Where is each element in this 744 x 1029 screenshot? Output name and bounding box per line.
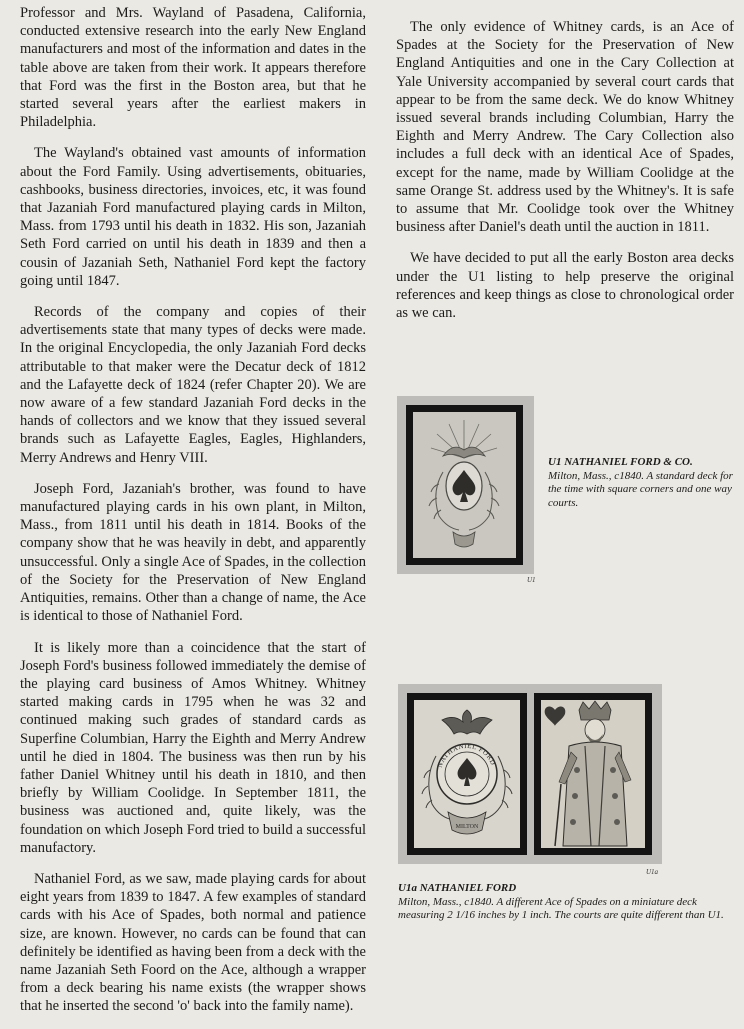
figure-u1-plate	[397, 396, 534, 574]
paragraph: Nathaniel Ford, as we saw, made playing cards for about eight years from 1839 to 1847. A few examples of standard cards with his Ace of Spades, both normal and patience size, are known. However, no cards can be found that can definitely be identified as having been from a deck with the name Jazaniah Seth Foord on the Ace, although a wrapper from a deck bearing his name exists (the wrapper shows that he inserted the second 'o' back into the family name).	[20, 870, 366, 1015]
caption-title: U1a NATHANIEL FORD	[398, 882, 517, 894]
ace-inscription: NATHANIEL FORD	[435, 741, 498, 769]
caption-text: Milton, Mass., c1840. A different Ace of Spades on a miniature deck measuring 2 1/16 inches by 1 inch. The courts are quite different than U1.	[398, 895, 724, 921]
figure-u1-label: U1	[527, 576, 536, 584]
right-text-column	[396, 18, 734, 335]
paragraph: It is likely more than a coincidence that the start of Joseph Ford's business followed immediately the demise of the playing card business of Amos Whitney. Whitney started making cards in 1795 when he was 32 and continued making such grades of standard cards as Superfine Columbian, Harry the Eighth and Merry Andrew until he died in 1804. The business was then run by his father Daniel Whitney until his death in 1810, and then briefly by William Coolidge. In September 1811, the business was auctioned and, quite likely, was the foundation on which Joseph Ford tried to build a successful manufactory.	[20, 639, 366, 856]
paragraph: The Wayland's obtained vast amounts of information about the Ford Family. Using advertisements, obituaries, cashbooks, business directories, invoices, etc, it was found that Jazaniah Ford manufactured playing cards in Milton, Mass. from 1793 until his death in 1832. His son, Jazaniah Seth Ford carried on until his death in 1839 and then a cousin of Jazaniah Seth, Nathaniel Ford kept the factory going until 1847.	[20, 145, 366, 289]
paragraph: Records of the company and copies of their advertisements state that many types of decks were made. In the original Encyclopedia, the only Jazaniah Ford decks attributable to that maker were the Decatur deck of 1812 and the Lafayette deck of 1824 (refer Chapter 20). We are now aware of a few standard Jazaniah Ford decks in the hands of collectors and we know that they issued several brands such as Lafayette Eagles, Eagles, Highlanders, Merry Andrews and Henry VIII.	[20, 304, 366, 466]
figure-u1-caption	[548, 456, 738, 510]
figure-u1a-plate	[398, 684, 662, 864]
ace-of-spades-illustration	[413, 412, 516, 558]
ace-bottom-text: MILTON	[455, 824, 479, 830]
ace-of-spades-card	[407, 693, 527, 855]
paragraph: Professor and Mrs. Wayland of Pasadena, California, conducted extensive research into the early New England manufacturers and most of the information and dates in the table above are taken from their work. It appears therefore that Ford was the first in the Boston area, but that he started several years after the earliest makers in Philadelphia.	[20, 5, 366, 131]
figure-u1a-caption	[398, 882, 738, 923]
paragraph: We have decided to put all the early Boston area decks under the U1 listing to help preserve the original references and keep things as close to chronological order as we can.	[396, 250, 734, 322]
ace-of-spades-card	[406, 405, 523, 565]
ace-of-spades-eagle-illustration	[414, 700, 520, 848]
paragraph: Joseph Ford, Jazaniah's brother, was found to have manufactured playing cards in his own plant, in Milton, Mass., from 1811 until his death in 1814. Books of the company show that he was heavily in debt, and apparently unsuccessful. Only a single Ace of Spades, in the collection of the Society for the Preservation of New England Antiquities, remains. Other than a change of name, the Ace is identical to those of Nathaniel Ford.	[20, 480, 366, 625]
paragraph: The only evidence of Whitney cards, is an Ace of Spades at the Society for the Preservation of New England Antiquities and one in the Cary Collection at Yale University accompanied by several court cards that appear to be from the same deck. We do know Whitney issued several brands including Columbian, Harry the Eighth and Merry Andrew. The Cary Collection also includes a full deck with an identical Ace of Spades, except for the name, made by William Coolidge at the same Orange St. address used by the Whitney's. It is safe to assume that Mr. Coolidge took over the Whitney business after Daniel's death until the auction in 1811.	[396, 19, 734, 236]
heart-icon	[545, 707, 566, 726]
caption-text: Milton, Mass., c1840. A standard deck for the time with square corners and one way courts.	[548, 469, 733, 509]
left-text-column	[20, 4, 366, 1029]
king-of-hearts-illustration	[541, 700, 645, 848]
king-of-hearts-card	[534, 693, 652, 855]
figure-u1a-label: U1a	[646, 868, 659, 876]
caption-title: U1 NATHANIEL FORD & CO.	[548, 456, 693, 468]
